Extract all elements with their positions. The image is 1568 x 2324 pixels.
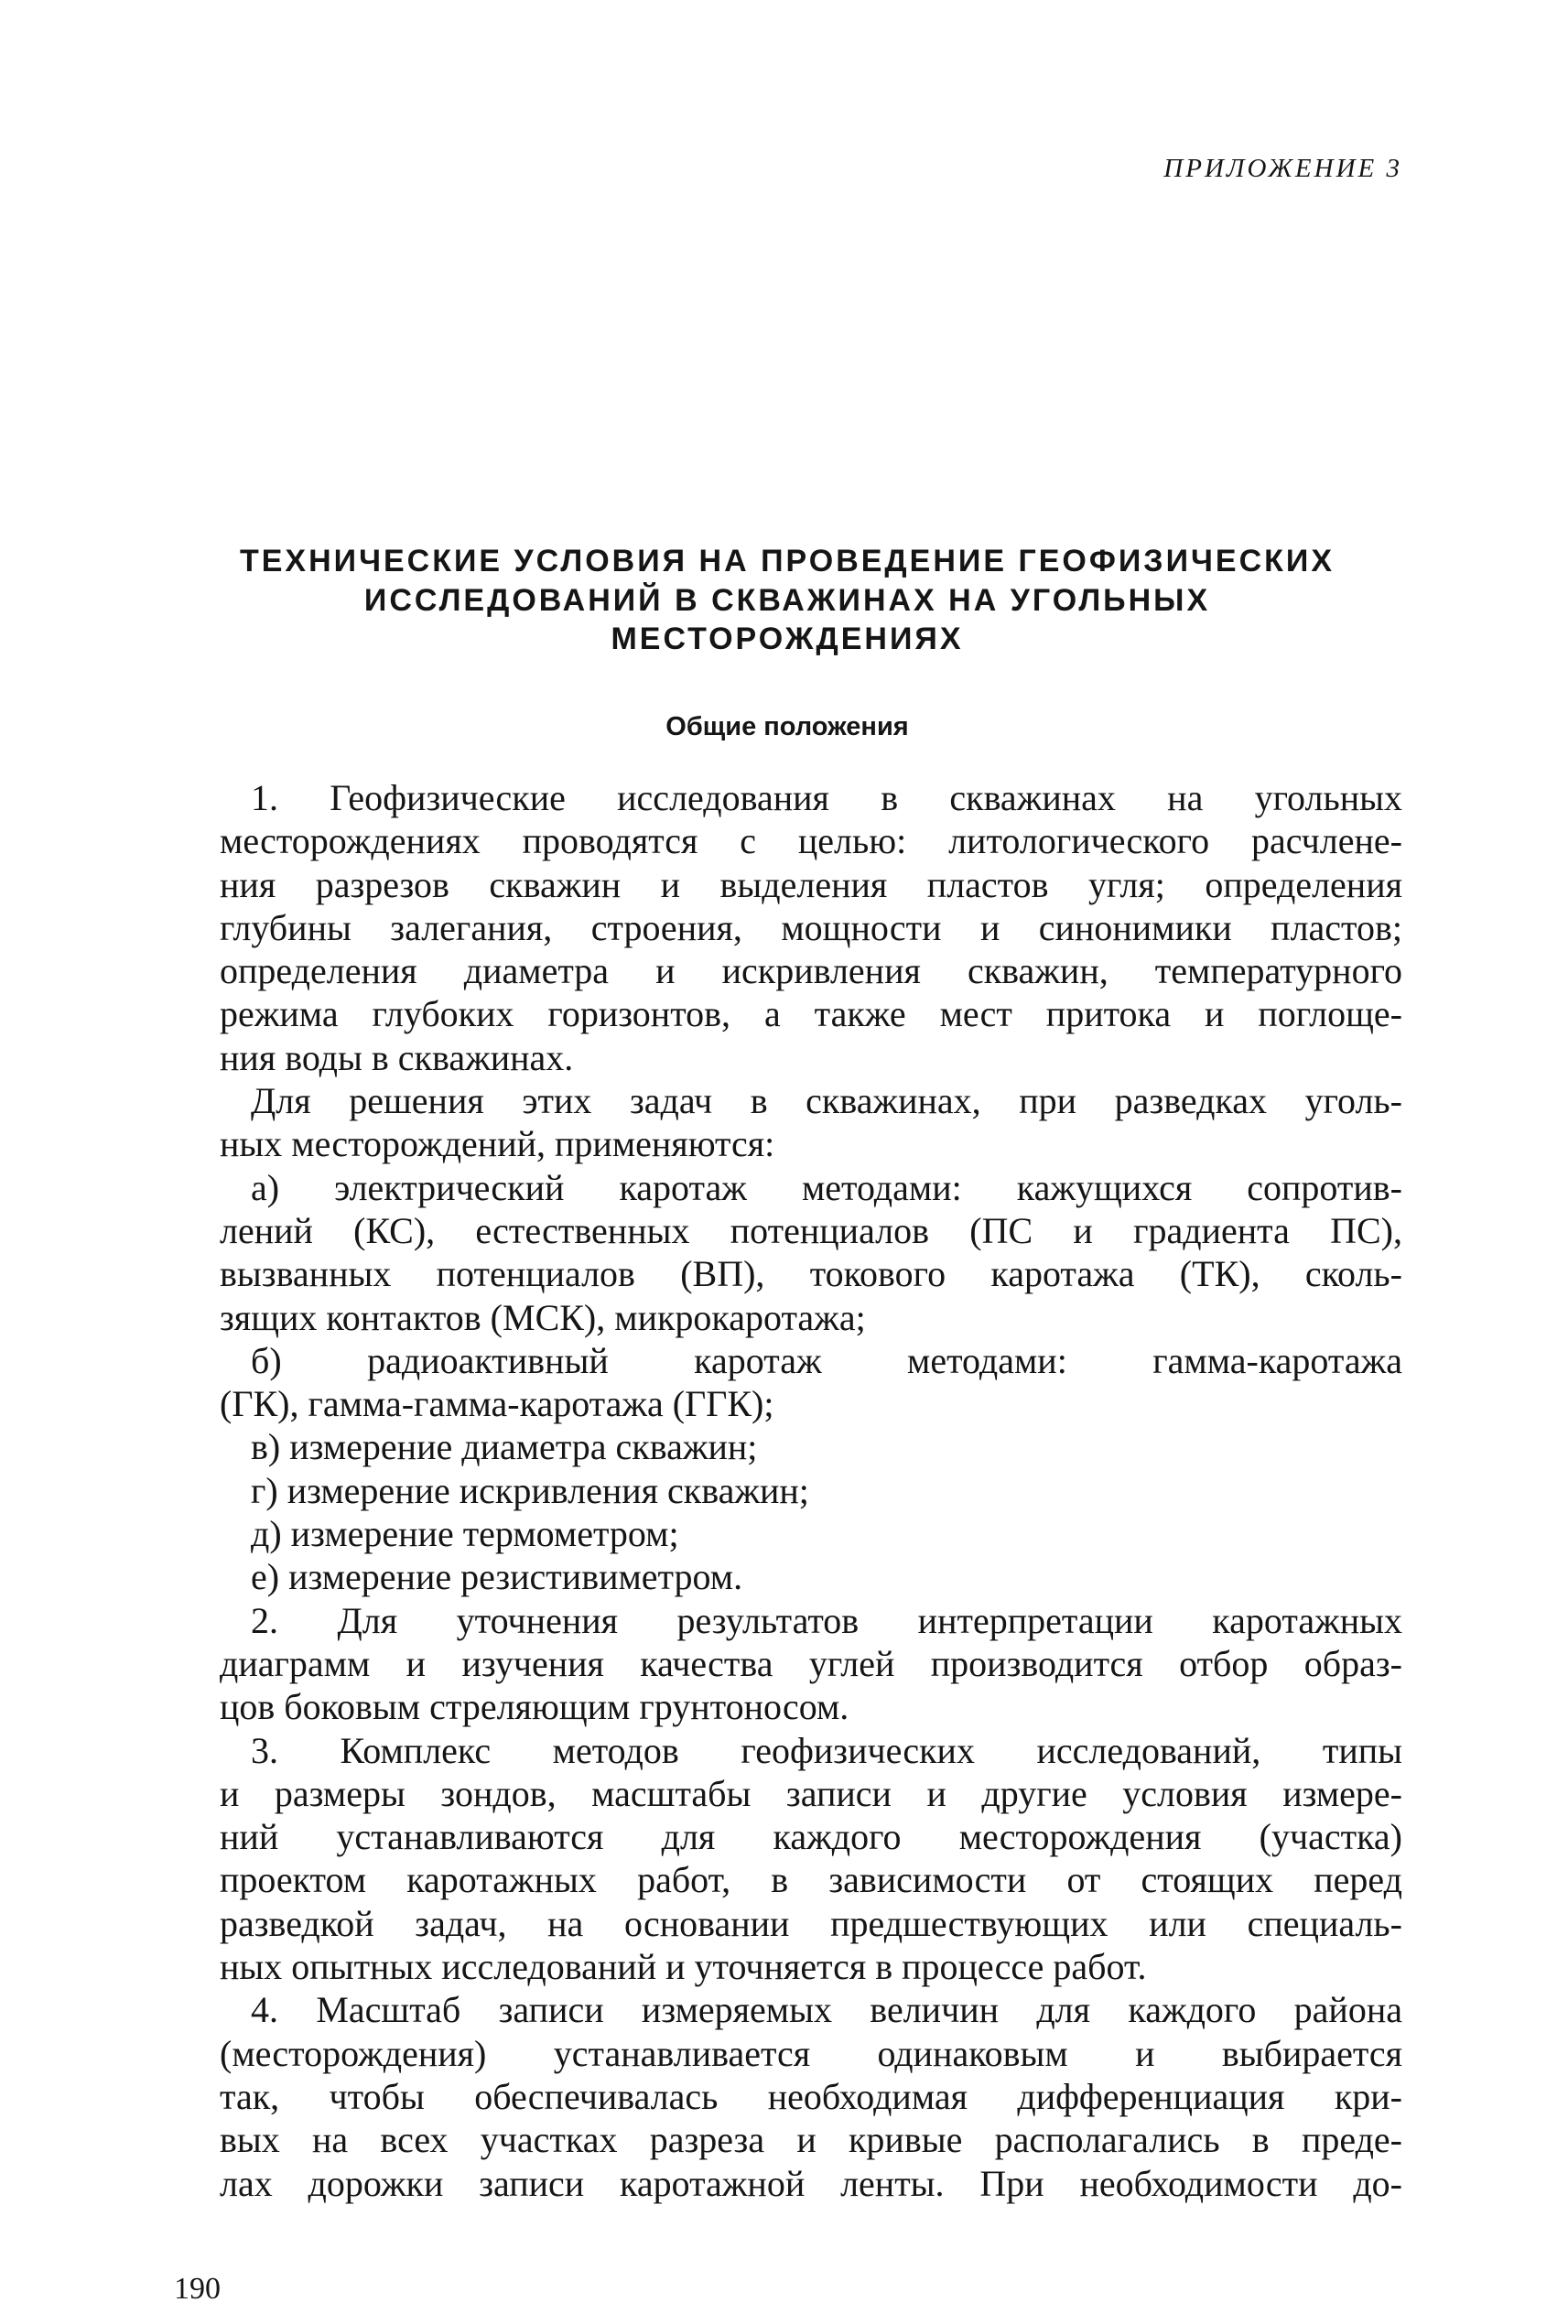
text-line: определения диаметра и искривления скважин, температурного [220, 950, 1402, 992]
text-line: цов боковым стреляющим грунтоносом. [220, 1686, 849, 1728]
body-text [220, 776, 1402, 2205]
text-line: ных месторождений, применяются: [220, 1123, 775, 1165]
text-line: д) измерение термометром; [251, 1513, 679, 1555]
paragraph [220, 1469, 1402, 1512]
text-line: вызванных потенциалов (ВП), токового каротажа (ТК), сколь- [220, 1253, 1402, 1295]
paragraph [220, 1729, 1402, 1989]
paragraph [220, 1166, 1402, 1339]
text-line: ния разрезов скважин и выделения пластов угля; определения [220, 863, 1402, 905]
text-line: Для решения этих задач в скважинах, при разведках уголь- [251, 1080, 1402, 1122]
text-line: месторождениях проводятся с целью: литологического расчлене- [220, 820, 1402, 862]
text-line: б) радиоактивный каротаж методами: гамма-каротажа [251, 1339, 1402, 1381]
paragraph [220, 1339, 1402, 1426]
text-line: 3. Комплекс методов геофизических исследований, типы [251, 1729, 1402, 1771]
section-heading: Общие положения [665, 712, 909, 741]
text-line: режима глубоких горизонтов, а также мест притока и поглоще- [220, 993, 1402, 1035]
text-line: и размеры зондов, масштабы записи и другие условия измере- [220, 1772, 1402, 1814]
paragraph [220, 1555, 1402, 1598]
text-line: лений (КС), естественных потенциалов (ПС и градиента ПС), [220, 1209, 1402, 1251]
paragraph [220, 1512, 1402, 1555]
paragraph [220, 776, 1402, 1079]
text-line: зящих контактов (МСК), микрокаротажа; [220, 1296, 866, 1338]
text-line: е) измерение резистивиметром. [251, 1556, 743, 1598]
text-line: проектом каротажных работ, в зависимости от стоящих перед [220, 1859, 1402, 1901]
text-line: вых на всех участках разреза и кривые располагались в преде- [220, 2119, 1402, 2161]
text-line: 4. Масштаб записи измеряемых величин для каждого района [251, 1989, 1402, 2031]
text-line: г) измерение искривления скважин; [251, 1469, 809, 1511]
document-title [183, 542, 1391, 659]
text-line: ния воды в скважинах. [220, 1036, 574, 1078]
text-line: (месторождения) устанавливается одинаковым и выбирается [220, 2032, 1402, 2074]
text-line: 1. Геофизические исследования в скважинах на угольных [251, 777, 1402, 818]
page-number: 190 [174, 2272, 221, 2306]
text-line: ных опытных исследований и уточняется в процессе работ. [220, 1946, 1147, 1988]
text-line: лах дорожки записи каротажной ленты. При необходимости до- [220, 2162, 1402, 2204]
title-line: МЕСТОРОЖДЕНИЯХ [611, 622, 964, 656]
text-line: в) измерение диаметра скважин; [251, 1426, 758, 1468]
paragraph [220, 1988, 1402, 2204]
paragraph [220, 1425, 1402, 1468]
paragraph [220, 1599, 1402, 1729]
title-line: ТЕХНИЧЕСКИЕ УСЛОВИЯ НА ПРОВЕДЕНИЕ ГЕОФИЗИЧЕСКИХ [239, 544, 1336, 578]
text-line: так, чтобы обеспечивалась необходимая дифференциация кри- [220, 2075, 1402, 2117]
paragraph [220, 1079, 1402, 1166]
text-line: а) электрический каротаж методами: кажущихся сопротив- [251, 1166, 1402, 1208]
text-line: ний устанавливаются для каждого месторождения (участка) [220, 1816, 1402, 1858]
text-line: (ГК), гамма-гамма-каротажа (ГГК); [220, 1383, 774, 1425]
text-line: диаграмм и изучения качества углей производится отбор образ- [220, 1642, 1402, 1684]
text-line: глубины залегания, строения, мощности и синонимики пластов; [220, 906, 1402, 948]
text-line: разведкой задач, на основании предшествующих или специаль- [220, 1902, 1402, 1944]
title-line: ИССЛЕДОВАНИЙ В СКВАЖИНАХ НА УГОЛЬНЫХ [363, 582, 1211, 618]
text-line: 2. Для уточнения результатов интерпретации каротажных [251, 1599, 1402, 1641]
appendix-label: ПРИЛОЖЕНИЕ 3 [1163, 154, 1402, 183]
